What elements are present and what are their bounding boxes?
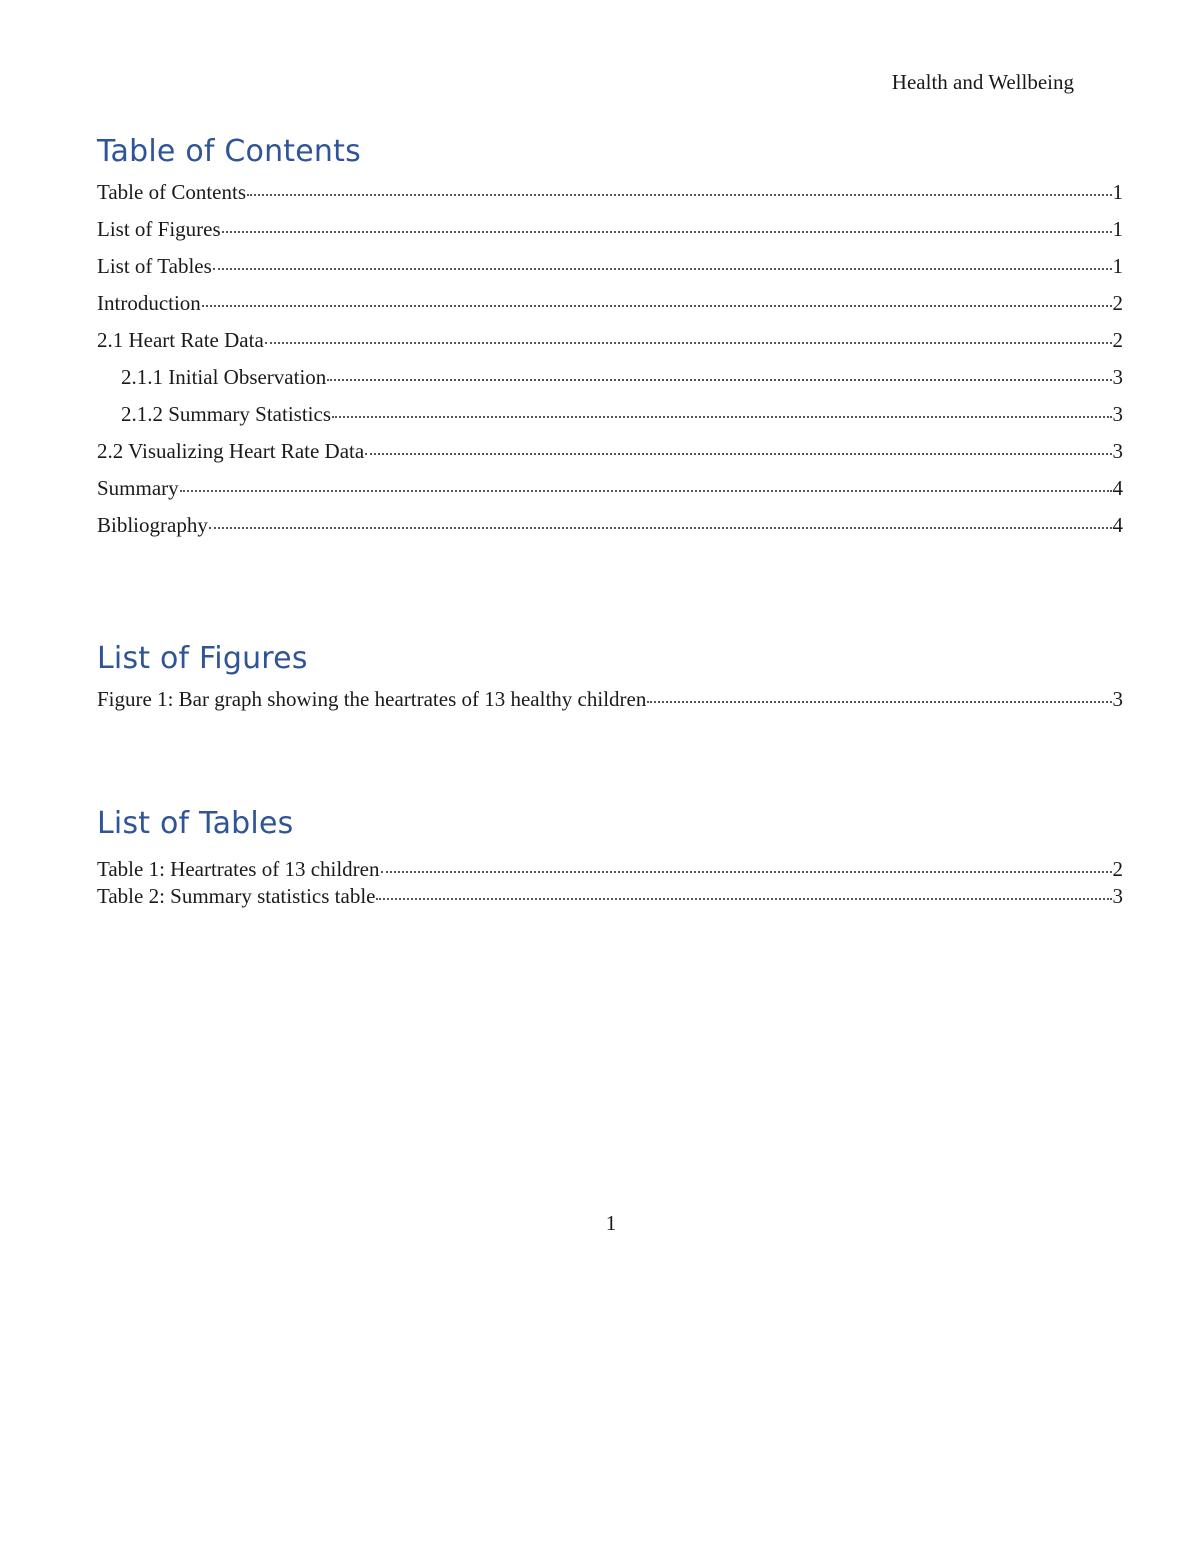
dot-leader	[209, 511, 1112, 532]
toc-entry-page: 3	[1112, 402, 1123, 426]
table-entry-text: Table 2: Summary statistics table	[97, 884, 376, 908]
tables-heading: List of Tables	[97, 806, 294, 841]
toc-entry-page: 1	[1112, 217, 1123, 241]
dot-leader	[222, 215, 1112, 236]
toc-entry-text: 2.2 Visualizing Heart Rate Data	[97, 439, 365, 463]
toc-entry[interactable]	[97, 511, 1123, 548]
toc-entry-text: Table of Contents	[97, 180, 246, 204]
page-number: 1	[605, 1211, 617, 1235]
toc-entry-text: List of Figures	[97, 217, 221, 241]
figures-list	[97, 685, 1123, 722]
figures-heading: List of Figures	[97, 641, 308, 676]
table-entry[interactable]	[97, 855, 1123, 882]
toc-heading: Table of Contents	[97, 134, 361, 169]
toc-entry-text: 2.1.1 Initial Observation	[121, 365, 327, 389]
toc-entry-page: 1	[1112, 254, 1123, 278]
toc-entry-page: 3	[1112, 439, 1123, 463]
figure-entry-text: Figure 1: Bar graph showing the heartrates of 13 healthy children	[97, 687, 647, 711]
toc-entry[interactable]	[97, 437, 1123, 474]
figure-entry[interactable]	[97, 685, 1123, 722]
toc-entry[interactable]	[97, 474, 1123, 511]
dot-leader	[365, 437, 1111, 458]
toc-entry-page: 4	[1112, 513, 1123, 537]
dot-leader	[247, 178, 1112, 199]
toc-entry-page: 2	[1112, 291, 1123, 315]
dot-leader	[180, 474, 1112, 495]
figure-entry-page: 3	[1112, 687, 1123, 711]
page-header: Health and Wellbeing	[891, 70, 1074, 94]
toc-entry-text: Bibliography	[97, 513, 208, 537]
toc-list	[97, 178, 1123, 548]
table-entry[interactable]	[97, 882, 1123, 909]
toc-entry-text: List of Tables	[97, 254, 212, 278]
toc-entry-page: 2	[1112, 328, 1123, 352]
toc-entry[interactable]	[97, 252, 1123, 289]
dot-leader	[327, 363, 1111, 384]
dot-leader	[213, 252, 1112, 273]
toc-entry[interactable]	[97, 289, 1123, 326]
toc-entry-text: 2.1.2 Summary Statistics	[121, 402, 331, 426]
toc-entry[interactable]	[97, 400, 1123, 437]
toc-entry[interactable]	[97, 215, 1123, 252]
toc-entry-text: Introduction	[97, 291, 201, 315]
table-entry-text: Table 1: Heartrates of 13 children	[97, 857, 380, 881]
dot-leader	[376, 882, 1111, 903]
tables-list	[97, 855, 1123, 909]
table-entry-page: 3	[1112, 884, 1123, 908]
dot-leader	[332, 400, 1112, 421]
toc-entry-text: Summary	[97, 476, 179, 500]
toc-entry[interactable]	[97, 326, 1123, 363]
toc-entry-text: 2.1 Heart Rate Data	[97, 328, 264, 352]
toc-entry[interactable]	[97, 363, 1123, 400]
toc-entry[interactable]	[97, 178, 1123, 215]
dot-leader	[647, 685, 1111, 706]
toc-entry-page: 4	[1112, 476, 1123, 500]
table-entry-page: 2	[1112, 857, 1123, 881]
dot-leader	[381, 855, 1112, 876]
toc-entry-page: 1	[1112, 180, 1123, 204]
dot-leader	[202, 289, 1112, 310]
dot-leader	[265, 326, 1112, 347]
toc-entry-page: 3	[1112, 365, 1123, 389]
